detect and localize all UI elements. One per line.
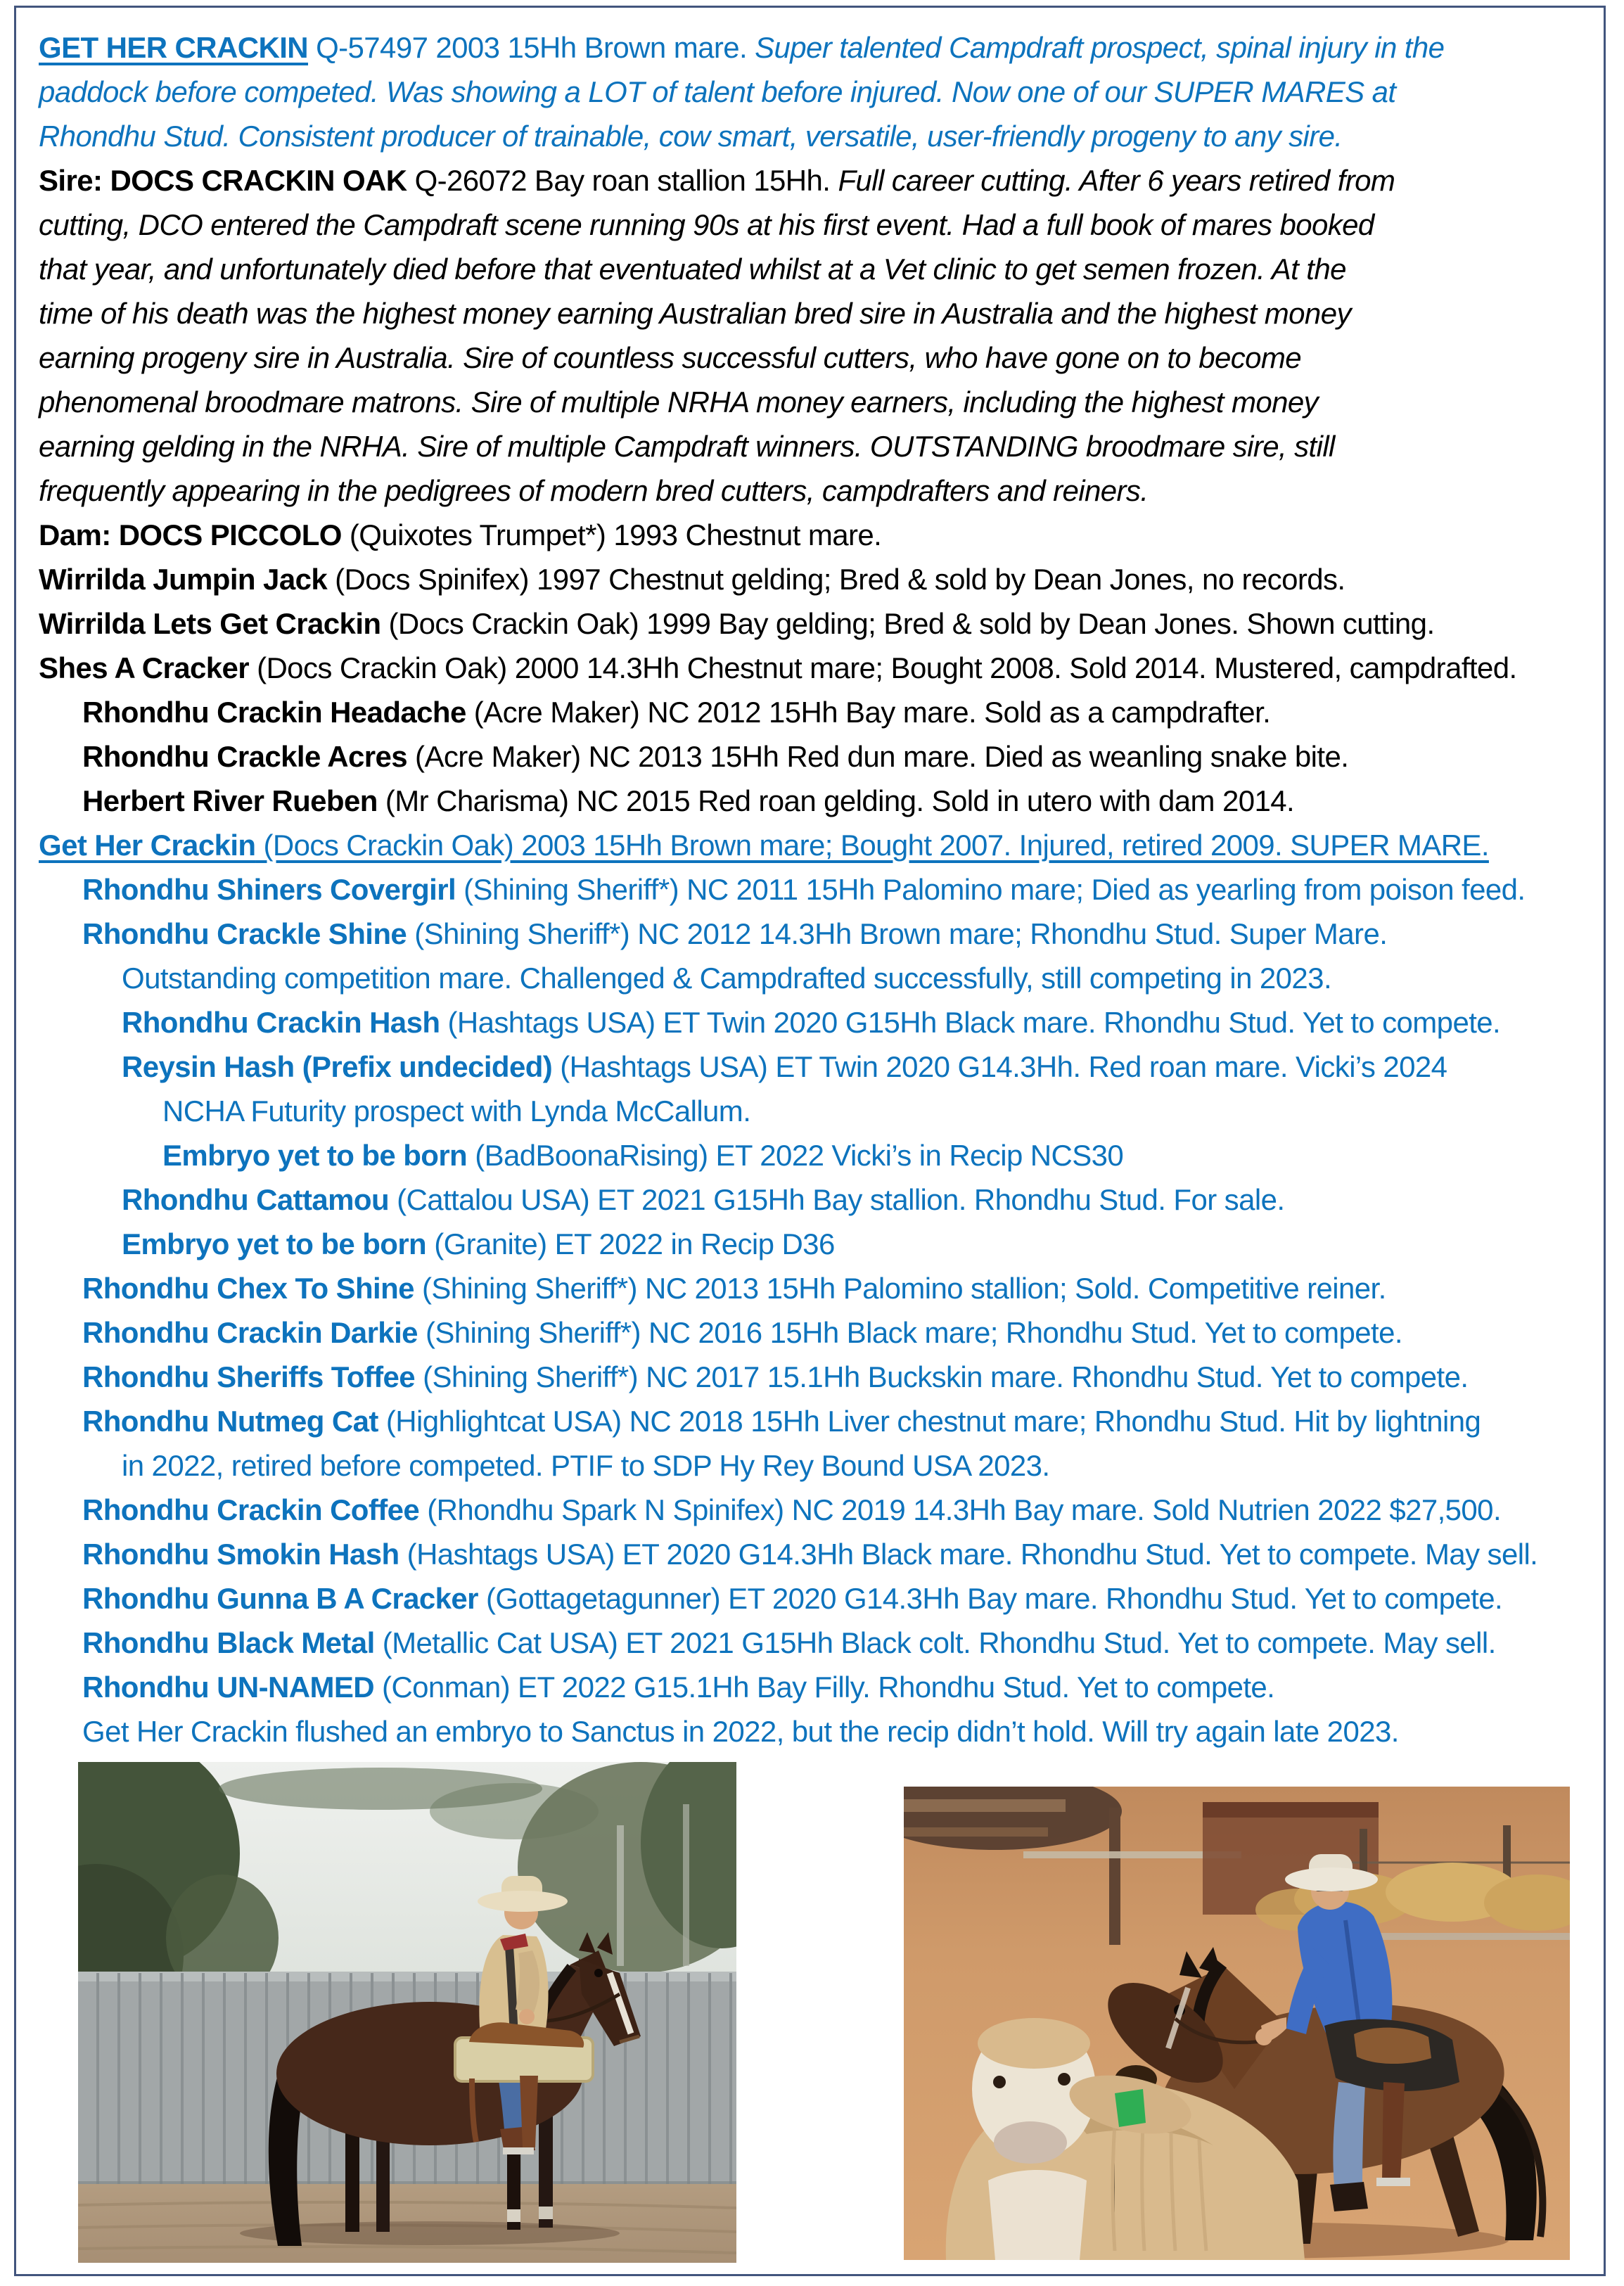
doc-segment: Get Her Crackin	[39, 829, 256, 862]
rider-leg	[1333, 2082, 1365, 2185]
doc-line	[39, 158, 1597, 203]
doc-segment: Embryo yet to be born	[162, 1139, 468, 1172]
doc-line	[39, 734, 1597, 779]
doc-segment: time of his death was the highest money earning Australian bred sire in Australia and the highest money	[39, 297, 1351, 330]
doc-segment: earning progeny sire in Australia. Sire of countless successful cutters, who have gone on to become	[39, 341, 1302, 374]
doc-segment: earning gelding in the NRHA. Sire of multiple Campdraft winners. OUTSTANDING broodmare sire, still	[39, 430, 1335, 463]
doc-segment: Rhondhu Crackin Darkie	[82, 1316, 418, 1349]
doc-line	[39, 336, 1597, 380]
doc-segment: (Hashtags USA) ET 2020 G14.3Hh Black mare. Rhondhu Stud. Yet to compete. May sell.	[399, 1538, 1538, 1571]
doc-line	[39, 25, 1597, 70]
doc-segment: (Acre Maker) NC 2012 15Hh Bay mare. Sold as a campdrafter.	[466, 696, 1271, 729]
doc-segment: Herbert River Rueben	[82, 784, 378, 817]
doc-line	[39, 468, 1597, 513]
doc-line	[39, 956, 1597, 1000]
doc-line	[39, 1488, 1597, 1532]
doc-segment: that year, and unfortunately died before that eventuated whilst at a Vet clinic to get semen frozen. At the	[39, 253, 1346, 286]
doc-segment: (Quixotes Trumpet*) 1993 Chestnut mare.	[341, 518, 882, 551]
doc-segment: Wirrilda Jumpin Jack	[39, 563, 328, 596]
campdraft-action-photo	[904, 1787, 1570, 2260]
doc-segment: (Shining Sheriff*) NC 2013 15Hh Palomino stallion; Sold. Competitive reiner.	[414, 1272, 1386, 1305]
doc-segment: (Docs Spinifex) 1997 Chestnut gelding; Bred & sold by Dean Jones, no records.	[327, 563, 1345, 596]
doc-line	[39, 646, 1597, 690]
doc-segment: Embryo yet to be born	[122, 1227, 427, 1260]
doc-segment: Rhondhu Gunna B A Cracker	[82, 1582, 478, 1615]
doc-segment: Rhondhu Crackin Hash	[122, 1006, 440, 1039]
doc-line	[39, 1532, 1597, 1576]
doc-segment: Reysin Hash (Prefix undecided)	[122, 1050, 553, 1083]
doc-segment: (Granite) ET 2022 in Recip D36	[426, 1227, 835, 1260]
doc-line	[39, 557, 1597, 601]
rider-boot	[1330, 2182, 1368, 2211]
doc-segment: Rhondhu Smokin Hash	[82, 1538, 399, 1571]
doc-line	[39, 1177, 1597, 1222]
doc-line	[39, 601, 1597, 646]
doc-line	[39, 823, 1597, 867]
doc-segment: (Metallic Cat USA) ET 2021 G15Hh Black colt. Rhondhu Stud. Yet to compete. May sell.	[374, 1626, 1496, 1659]
doc-segment: (Hashtags USA) ET Twin 2020 G14.3Hh. Red roan mare. Vicki’s 2024	[552, 1050, 1447, 1083]
doc-segment: Rhondhu Shiners Covergirl	[82, 873, 456, 906]
doc-segment: Rhondhu Nutmeg Cat	[82, 1405, 378, 1438]
standing-horse-scene	[78, 1762, 736, 2263]
doc-segment: (Mr Charisma) NC 2015 Red roan gelding. Sold in utero with dam 2014.	[377, 784, 1295, 817]
doc-line	[39, 1000, 1597, 1045]
rider-hand	[1255, 2029, 1272, 2045]
doc-line	[39, 114, 1597, 158]
doc-line	[39, 1133, 1597, 1177]
doc-segment: Rhondhu Sheriffs Toffee	[82, 1360, 416, 1393]
doc-segment: Rhondhu Chex To Shine	[82, 1272, 414, 1305]
doc-segment: GET HER CRACKIN	[39, 31, 309, 64]
doc-segment: (Conman) ET 2022 G15.1Hh Bay Filly. Rhondhu Stud. Yet to compete.	[373, 1671, 1275, 1704]
doc-line	[39, 1665, 1597, 1709]
doc-segment: Rhondhu Crackin Coffee	[82, 1493, 420, 1526]
doc-segment: NCHA Futurity prospect with Lynda McCallum.	[162, 1094, 751, 1128]
doc-segment: Q-26072 Bay roan stallion 15Hh.	[407, 164, 838, 197]
doc-segment: (Rhondhu Spark N Spinifex) NC 2019 14.3Hh Bay mare. Sold Nutrien 2022 $27,500.	[419, 1493, 1502, 1526]
doc-segment: Rhondhu Crackle Acres	[82, 740, 407, 773]
rider-hand	[519, 2009, 535, 2024]
doc-line	[39, 1621, 1597, 1665]
doc-line	[39, 1443, 1597, 1488]
doc-line	[39, 1310, 1597, 1355]
doc-line	[39, 1399, 1597, 1443]
doc-line	[39, 1355, 1597, 1399]
doc-line	[39, 779, 1597, 823]
calf-muzzle	[994, 2121, 1067, 2164]
stirrup	[503, 2147, 534, 2154]
doc-segment: (Docs Crackin Oak) 2003 15Hh Brown mare; Bought 2007. Injured, retired 2009. SUPER MARE.	[255, 829, 1489, 862]
doc-line	[39, 70, 1597, 114]
doc-segment: Sire: DOCS CRACKIN OAK	[39, 164, 407, 197]
doc-line	[39, 1709, 1597, 1754]
doc-segment: Rhondhu Cattamou	[122, 1183, 390, 1216]
doc-line	[39, 291, 1597, 336]
doc-segment: (Docs Crackin Oak) 2000 14.3Hh Chestnut mare; Bought 2008. Sold 2014. Mustered, campdrafted.	[249, 651, 1517, 684]
doc-segment: Rhondhu Crackin Headache	[82, 696, 466, 729]
doc-line	[39, 203, 1597, 247]
doc-segment: (Shining Sheriff*) NC 2012 14.3Hh Brown mare; Rhondhu Stud. Super Mare.	[407, 917, 1388, 950]
doc-segment: (Highlightcat USA) NC 2018 15Hh Liver chestnut mare; Rhondhu Stud. Hit by lightning	[378, 1405, 1481, 1438]
doc-line	[39, 1089, 1597, 1133]
doc-segment: Outstanding competition mare. Challenged & Campdrafted successfully, still competing in 2023.	[122, 962, 1332, 995]
doc-segment: (Hashtags USA) ET Twin 2020 G15Hh Black mare. Rhondhu Stud. Yet to compete.	[440, 1006, 1501, 1039]
doc-segment: Full career cutting. After 6 years retired from	[838, 164, 1395, 197]
doc-segment: Get Her Crackin flushed an embryo to Sanctus in 2022, but the recip didn’t hold. Will try again late 2023.	[82, 1715, 1399, 1748]
doc-segment: phenomenal broodmare matrons. Sire of multiple NRHA money earners, including the highest money	[39, 385, 1318, 419]
doc-segment: frequently appearing in the pedigrees of modern bred cutters, campdrafters and reiners.	[39, 474, 1149, 507]
doc-segment: Shes A Cracker	[39, 651, 249, 684]
doc-line	[39, 513, 1597, 557]
doc-segment: (Acre Maker) NC 2013 15Hh Red dun mare. Died as weanling snake bite.	[407, 740, 1349, 773]
doc-line	[39, 690, 1597, 734]
doc-segment: Rhondhu Black Metal	[82, 1626, 375, 1659]
doc-line	[39, 1045, 1597, 1089]
doc-segment: in 2022, retired before competed. PTIF to SDP Hy Rey Bound USA 2023.	[122, 1449, 1050, 1482]
ear-tag	[1115, 2089, 1146, 2127]
doc-line	[39, 380, 1597, 424]
doc-segment: (BadBoonaRising) ET 2022 Vicki’s in Recip NCS30	[467, 1139, 1124, 1172]
doc-segment: (Shining Sheriff*) NC 2017 15.1Hh Buckskin mare. Rhondhu Stud. Yet to compete.	[415, 1360, 1469, 1393]
doc-line	[39, 424, 1597, 468]
doc-segment: (Gottagetagunner) ET 2020 G14.3Hh Bay mare. Rhondhu Stud. Yet to compete.	[478, 1582, 1503, 1615]
doc-segment: Dam: DOCS PICCOLO	[39, 518, 342, 551]
fender-strap	[520, 2076, 538, 2147]
doc-line	[39, 1266, 1597, 1310]
doc-line	[39, 1576, 1597, 1621]
doc-segment: Super talented Campdraft prospect, spinal injury in the	[755, 31, 1445, 64]
doc-segment: (Docs Crackin Oak) 1999 Bay gelding; Bred & sold by Dean Jones. Shown cutting.	[381, 607, 1435, 640]
doc-line	[39, 247, 1597, 291]
doc-line	[39, 867, 1597, 912]
document-text	[39, 25, 1597, 1754]
doc-segment: paddock before competed. Was showing a LOT of talent before injured. Now one of our SUPER MARES at	[39, 75, 1396, 108]
doc-segment: Rhondhu UN-NAMED	[82, 1671, 374, 1704]
doc-segment: (Cattalou USA) ET 2021 G15Hh Bay stallion. Rhondhu Stud. For sale.	[389, 1183, 1285, 1216]
doc-segment: cutting, DCO entered the Campdraft scene running 90s at his first event. Had a full book of mares booked	[39, 208, 1374, 241]
doc-segment: Rhondhu Stud. Consistent producer of trainable, cow smart, versatile, user-friendly progeny to any sire.	[39, 120, 1343, 153]
doc-segment: Rhondhu Crackle Shine	[82, 917, 407, 950]
campdraft-scene	[904, 1787, 1570, 2260]
doc-line	[39, 912, 1597, 956]
doc-segment: Wirrilda Lets Get Crackin	[39, 607, 381, 640]
doc-segment: Q-57497 2003 15Hh Brown mare.	[308, 31, 755, 64]
standing-horse-photo	[78, 1762, 736, 2263]
doc-line	[39, 1222, 1597, 1266]
doc-segment: (Shining Sheriff*) NC 2011 15Hh Palomino mare; Died as yearling from poison feed.	[456, 873, 1526, 906]
doc-segment: (Shining Sheriff*) NC 2016 15Hh Black mare; Rhondhu Stud. Yet to compete.	[417, 1316, 1402, 1349]
